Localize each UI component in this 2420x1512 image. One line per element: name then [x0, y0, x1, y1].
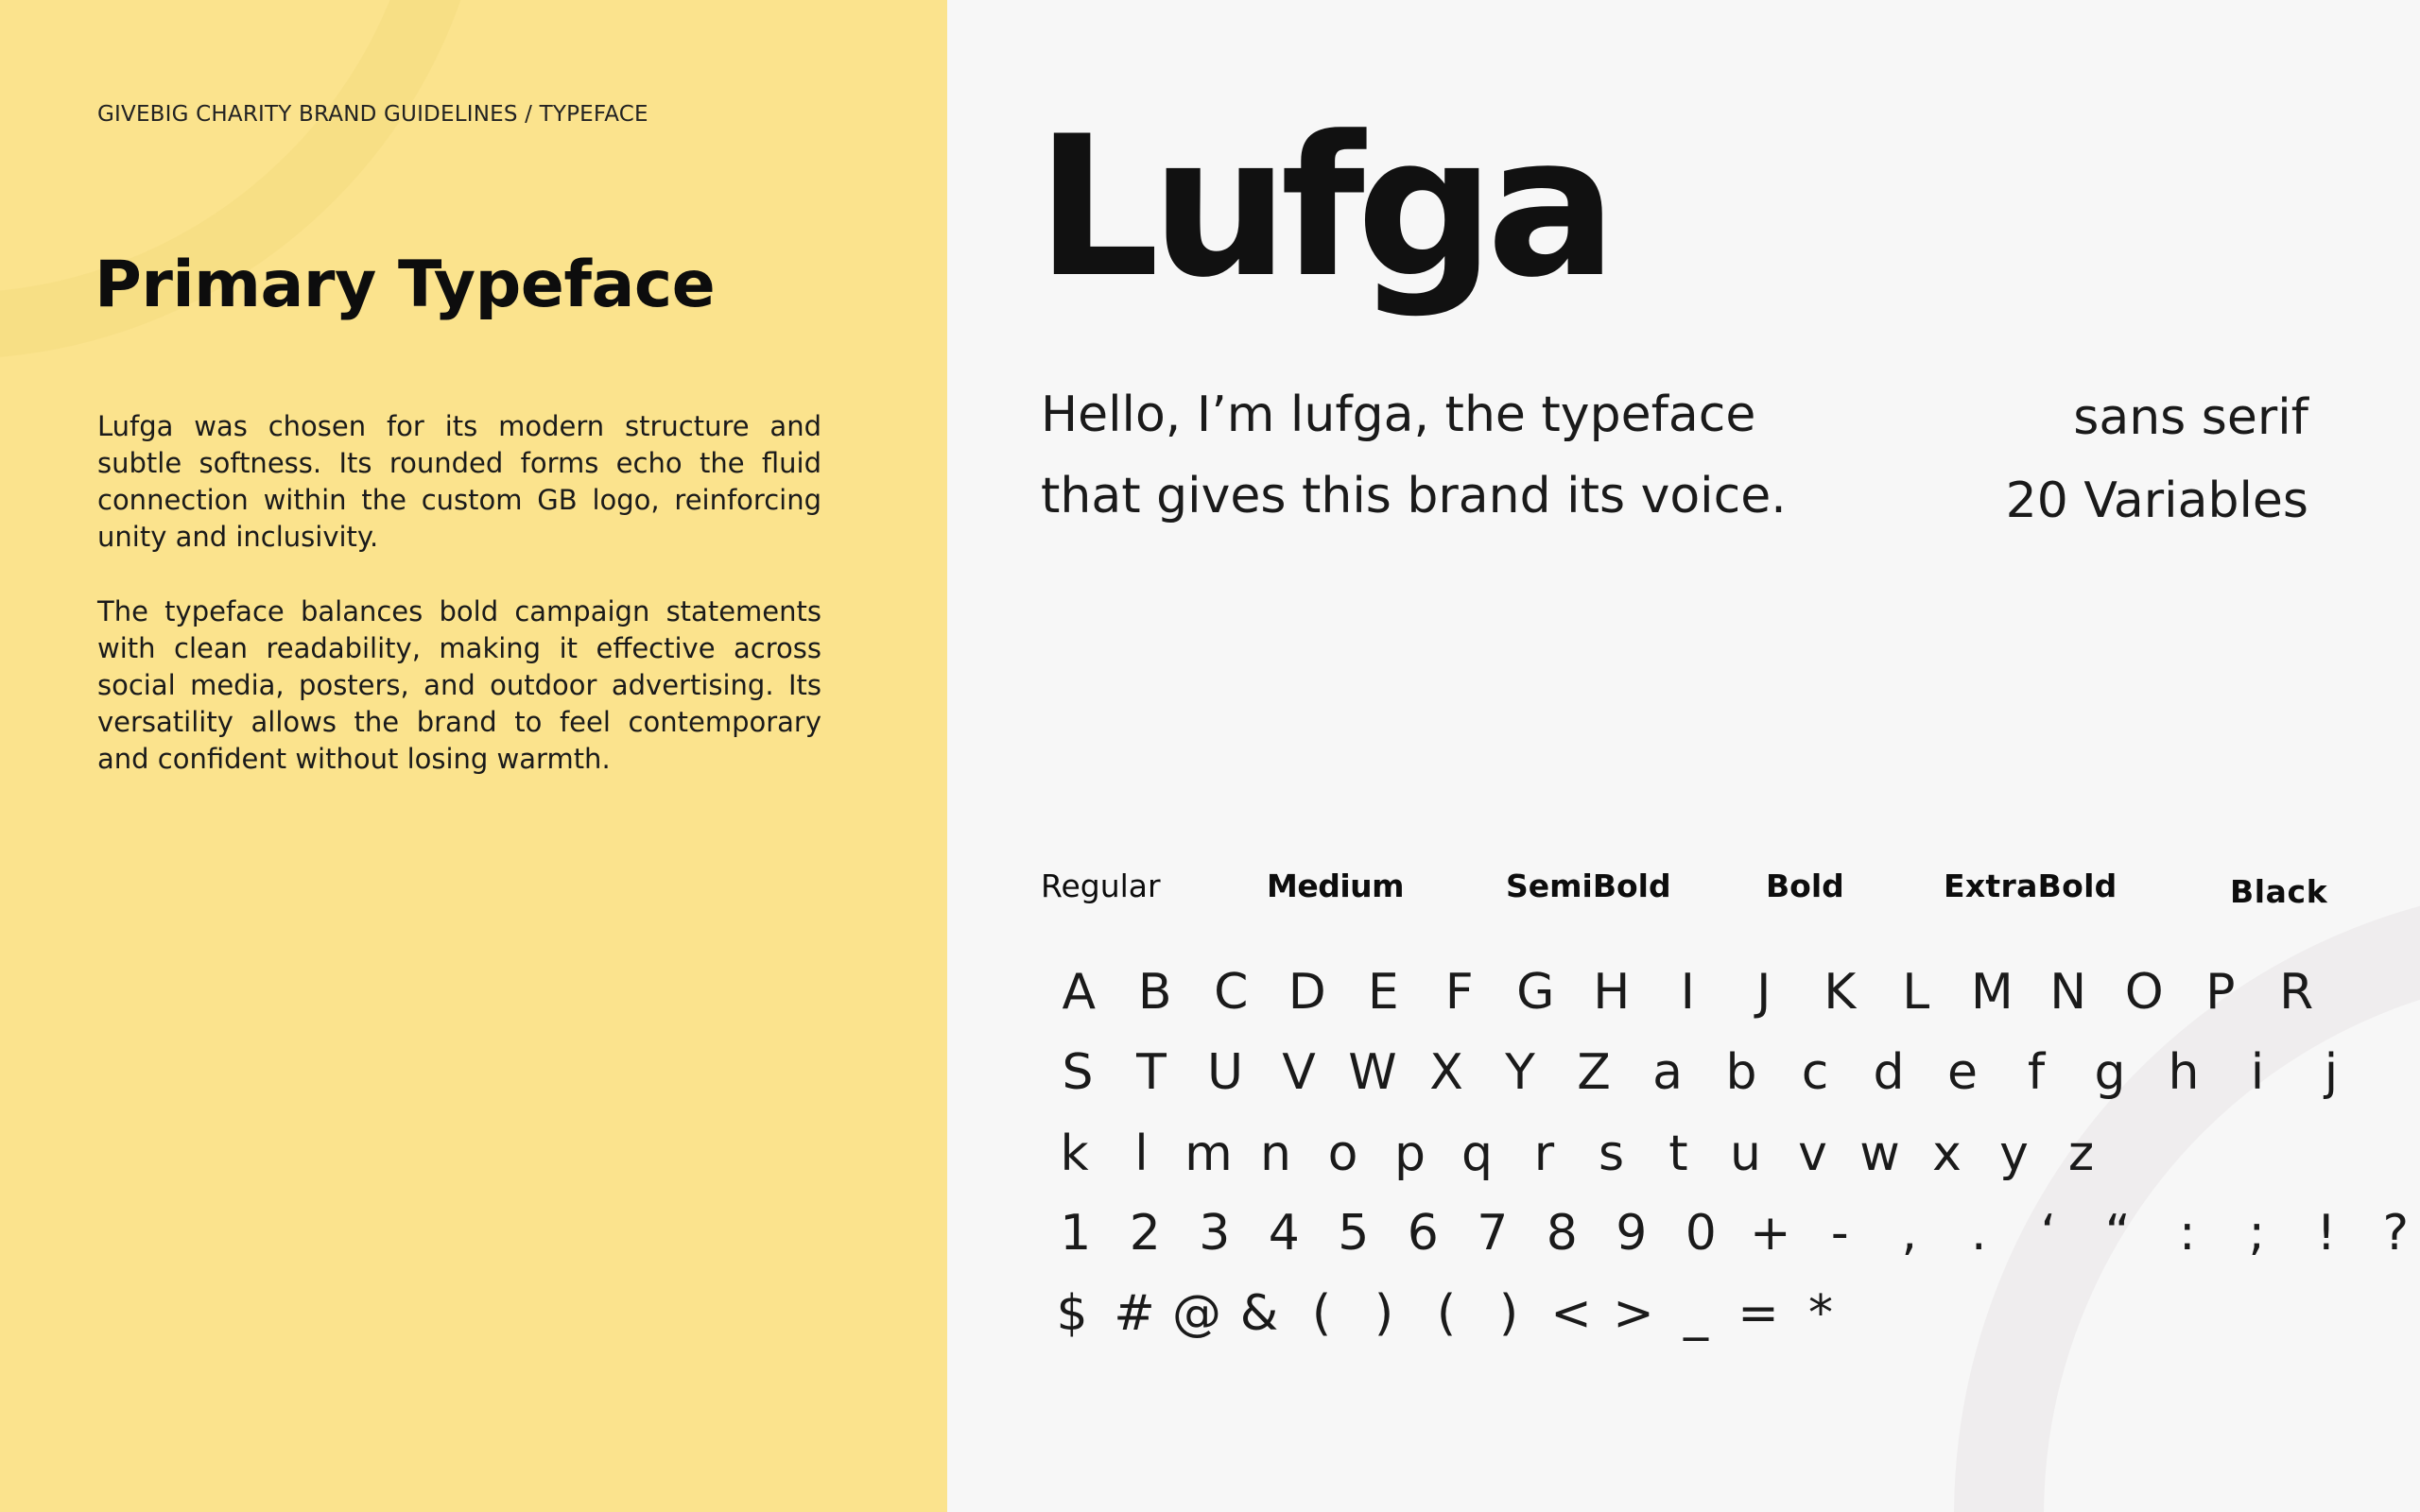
glyph: ? — [2382, 1205, 2410, 1262]
left-panel — [0, 0, 947, 1512]
glyph: C — [1214, 964, 1249, 1021]
glyph: f — [2027, 1044, 2046, 1101]
glyph: “ — [2104, 1205, 2131, 1262]
glyph: M — [1970, 964, 2014, 1021]
glyph: L — [1902, 964, 1930, 1021]
glyph: ( — [1311, 1285, 1332, 1342]
glyph: ‘ — [2040, 1205, 2057, 1262]
glyph: I — [1680, 964, 1695, 1021]
glyph: z — [2067, 1125, 2095, 1182]
glyph: J — [1756, 964, 1772, 1021]
glyph: _ — [1684, 1285, 1708, 1342]
typeface-intro — [1041, 374, 1787, 537]
glyph: < — [1550, 1285, 1592, 1342]
glyph: ! — [2316, 1205, 2337, 1262]
glyph: T — [1136, 1044, 1167, 1101]
glyph: A — [1062, 964, 1097, 1021]
typeface-name: Lufga — [1036, 95, 1609, 320]
glyph: , — [1901, 1205, 1918, 1262]
glyph: E — [1367, 964, 1399, 1021]
glyph: R — [2279, 964, 2314, 1021]
glyph: - — [1830, 1205, 1849, 1262]
glyph: W — [1348, 1044, 1397, 1101]
weight-semibold: SemiBold — [1506, 868, 1671, 904]
glyph-row — [1041, 964, 2335, 1021]
glyph: ) — [1374, 1285, 1394, 1342]
glyph: d — [1873, 1044, 1905, 1101]
glyph: 7 — [1477, 1205, 1509, 1262]
glyph: g — [2094, 1044, 2126, 1101]
glyph: 3 — [1199, 1205, 1231, 1262]
weight-medium: Medium — [1267, 868, 1405, 904]
glyph: @ — [1172, 1285, 1221, 1342]
glyph: = — [1737, 1285, 1779, 1342]
glyph: q — [1461, 1125, 1493, 1182]
glyph: # — [1114, 1285, 1155, 1342]
body-paragraph-2: The typeface balances bold campaign statements with clean readability, making it effective across social media, posters, and outdoor advertising. Its versatility allows the brand to feel contemporary and confident without losing warmth. — [97, 595, 821, 775]
glyph: ) — [1498, 1285, 1519, 1342]
glyph: Y — [1505, 1044, 1535, 1101]
glyph: : — [2178, 1205, 2196, 1262]
glyph: O — [2124, 964, 2164, 1021]
glyph: $ — [1056, 1285, 1088, 1342]
breadcrumb: GIVEBIG CHARITY BRAND GUIDELINES / TYPEFACE — [97, 102, 648, 127]
glyph: j — [2324, 1044, 2339, 1101]
glyph: c — [1801, 1044, 1829, 1101]
body-paragraph-1: Lufga was chosen for its modern structure and subtle softness. Its rounded forms echo the fluid connection within the custom GB logo, reinforcing unity and inclusivity. — [97, 410, 821, 553]
glyph: t — [1668, 1125, 1688, 1182]
glyph-row — [1041, 1044, 2368, 1101]
glyph: & — [1239, 1285, 1279, 1342]
glyph: 8 — [1546, 1205, 1578, 1262]
glyph: 9 — [1616, 1205, 1648, 1262]
glyph: a — [1652, 1044, 1683, 1101]
weight-regular: Regular — [1041, 868, 1161, 904]
glyph: D — [1288, 964, 1326, 1021]
glyph: . — [1970, 1205, 1987, 1262]
glyph: 5 — [1338, 1205, 1370, 1262]
glyph: G — [1516, 964, 1555, 1021]
glyph: n — [1260, 1125, 1291, 1182]
glyph: 2 — [1129, 1205, 1161, 1262]
section-title: Primary Typeface — [95, 248, 716, 322]
glyph: b — [1725, 1044, 1757, 1101]
glyph-set — [1041, 964, 2410, 1370]
glyph: Z — [1577, 1044, 1611, 1101]
intro-line-2: that gives this brand its voice. — [1041, 468, 1787, 524]
glyph: X — [1429, 1044, 1463, 1101]
typeface-meta — [2006, 376, 2308, 542]
glyph: U — [1206, 1044, 1244, 1101]
glyph: o — [1327, 1125, 1358, 1182]
weight-black: Black — [2230, 873, 2328, 910]
glyph: ( — [1436, 1285, 1457, 1342]
glyph: m — [1184, 1125, 1233, 1182]
glyph-row — [1041, 1285, 1852, 1342]
glyph: 6 — [1407, 1205, 1439, 1262]
glyph: v — [1798, 1125, 1827, 1182]
glyph: K — [1824, 964, 1857, 1021]
glyph: k — [1060, 1125, 1089, 1182]
glyph: H — [1593, 964, 1631, 1021]
weight-bold: Bold — [1766, 868, 1844, 904]
glyph: s — [1598, 1125, 1625, 1182]
glyph: 0 — [1685, 1205, 1717, 1262]
glyph: 4 — [1268, 1205, 1300, 1262]
glyph: ; — [2248, 1205, 2266, 1262]
glyph: * — [1808, 1285, 1833, 1342]
glyph: P — [2205, 964, 2236, 1021]
glyph: h — [2168, 1044, 2200, 1101]
glyph: N — [2049, 964, 2087, 1021]
glyph: w — [1859, 1125, 1900, 1182]
intro-line-1: Hello, I’m lufga, the typeface — [1041, 387, 1756, 443]
glyph: F — [1444, 964, 1474, 1021]
weight-extrabold: ExtraBold — [1944, 868, 2118, 904]
glyph: i — [2250, 1044, 2265, 1101]
glyph: V — [1282, 1044, 1316, 1101]
weight-list — [1041, 868, 2328, 915]
glyph: > — [1613, 1285, 1654, 1342]
glyph: y — [1999, 1125, 2029, 1182]
typeface-variables: 20 Variables — [2005, 472, 2308, 529]
glyph: l — [1134, 1125, 1149, 1182]
glyph-row — [1041, 1205, 2420, 1262]
glyph-row — [1041, 1125, 2115, 1182]
glyph: + — [1749, 1205, 1791, 1262]
glyph: p — [1393, 1125, 1426, 1182]
glyph: x — [1932, 1125, 1962, 1182]
glyph: B — [1137, 964, 1172, 1021]
glyph: r — [1533, 1125, 1555, 1182]
typeface-classification: sans serif — [2073, 389, 2308, 446]
glyph: u — [1730, 1125, 1761, 1182]
glyph: 1 — [1060, 1205, 1092, 1262]
glyph: e — [1947, 1044, 1978, 1101]
glyph: S — [1062, 1044, 1094, 1101]
